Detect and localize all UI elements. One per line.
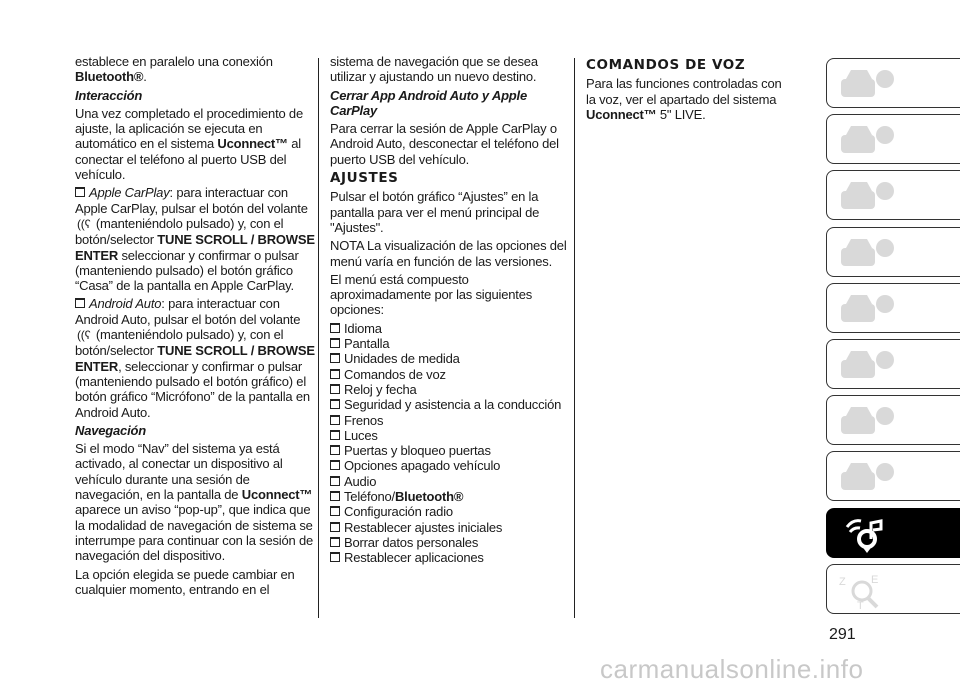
text: Teléfono/	[344, 489, 395, 505]
list-item	[330, 504, 570, 519]
text: Restablecer aplicaciones	[344, 550, 484, 566]
bold-text: Bluetooth®	[75, 69, 144, 85]
list-item	[330, 413, 570, 428]
list-item	[330, 321, 570, 336]
key-steering-icon	[837, 290, 907, 330]
text: , seleccionar y confirmar o pulsar (manteniendo pulsado el botón gráfico) el botón gráfico “Micrófono” de la pantalla en Android Auto.	[75, 358, 310, 420]
lights-messages-icon	[837, 177, 907, 217]
text: aparece un aviso “pop-up”, que indica que la modalidad de navegación de sistema se interrumpe para continuar con la sesión de navegación del dispositivo.	[75, 502, 314, 564]
settings-list-icon	[837, 458, 907, 498]
bold-text: Uconnect™	[217, 136, 288, 152]
bullet-icon	[330, 506, 340, 516]
text: Configuración radio	[344, 504, 453, 520]
svg-text:Z: Z	[839, 575, 846, 588]
column-3	[586, 54, 786, 125]
bullet-icon	[330, 323, 340, 333]
note-text: NOTA La visualización de las opciones del menú varía en función de las versiones.	[330, 238, 567, 269]
tab-airbag[interactable]	[826, 227, 960, 277]
bullet-icon	[330, 338, 340, 348]
bullet-icon	[330, 399, 340, 409]
tab-key-steering[interactable]	[826, 283, 960, 333]
bullet-android	[75, 296, 315, 419]
column-1: establece en paralelo una conexión Bluetooth®. Interacción Una vez completado el procedimiento de ajuste, la aplicación se ejecuta en automático en el sistema Uconnect™ al conectar el teléfono al puerto USB del vehículo. Apple CarPlay: para interactuar con Apple CarPlay, pulsar el botón del volante ((ʕ (manteniéndolo pulsado) y, con el botón/selector TUNE SCROLL / BROWSE ENTER seleccionar y confirmar o pulsar (manteniendo pulsado) el botón gráfico “Casa” de la pantalla en Apple CarPlay. Android Auto: para interactuar con Android Auto, pulsar el botón del volante ((ʕ (manteniéndolo pulsado) y, con el botón/selector TUNE SCROLL / BROWSE ENTER, seleccionar y confirmar o pulsar (manteniendo pulsado el botón gráfico) el botón gráfico “Micrófono” de la pantalla en Android Auto. Navegación Si el modo “Nav” del sistema ya está activado, al conectar un dispositivo al vehículo durante una sesión de navegación, en la pantalla de Uconnect™ aparece un aviso “pop-up”, que indica que la modalidad de navegación de sistema se interrumpe para continuar con la sesión de navegación del dispositivo. La opción elegida se puede cambiar en cualquier momento, entrando en el	[75, 54, 315, 597]
car-service-icon	[837, 402, 907, 442]
column-divider	[574, 58, 575, 618]
text: Para las funciones controladas con la voz, ver el apartado del sistema	[586, 76, 782, 107]
list-item	[330, 382, 570, 397]
bullet-icon	[330, 476, 340, 486]
text: : para interactuar con Android Auto, pulsar el botón del volante	[75, 296, 301, 327]
text: Puertas y bloqueo puertas	[344, 443, 491, 459]
list-item	[330, 443, 570, 458]
text: establece en paralelo una conexión	[75, 54, 273, 69]
text: Seguridad y asistencia a la conducción	[344, 397, 562, 413]
text: Una vez completado el procedimiento de ajuste, la aplicación se ejecuta en automático en el sistema	[75, 105, 303, 152]
list-item	[330, 351, 570, 366]
car-search-icon	[837, 65, 907, 105]
list-item	[330, 336, 570, 351]
tab-car-warning[interactable]	[826, 339, 960, 389]
text: Unidades de medida	[344, 351, 460, 367]
menu-options-list	[330, 321, 570, 566]
voice-command-icon: ((ʕ	[77, 216, 91, 231]
text: Pulsar el botón gráfico “Ajustes” en la pantalla para ver el menú principal de "Ajustes".	[330, 189, 540, 235]
text: 5" LIVE.	[656, 106, 706, 122]
list-item	[330, 428, 570, 443]
heading-comandos-de-voz: COMANDOS DE VOZ	[586, 57, 746, 73]
text: Para cerrar la sesión de Apple CarPlay o Android Auto, desconectar el teléfono del puerto USB del vehículo.	[330, 121, 559, 167]
watermark: carmanualsonline.info	[600, 654, 864, 683]
heading-cerrar-app: Cerrar App Android Auto y Apple CarPlay	[330, 87, 527, 118]
list-item	[330, 458, 570, 473]
bold-text: TUNE SCROLL / BROWSE ENTER	[75, 232, 315, 263]
list-item	[330, 535, 570, 550]
text: Restablecer ajustes iniciales	[344, 519, 503, 535]
heading-navegacion: Navegación	[75, 422, 146, 438]
bullet-icon	[75, 298, 85, 308]
bullet-carplay	[75, 185, 315, 293]
column-divider	[318, 58, 319, 618]
bullet-icon	[75, 187, 85, 197]
bold-text: Uconnect™	[241, 487, 313, 503]
heading-interaccion: Interacción	[75, 87, 143, 103]
text: Idioma	[344, 320, 382, 336]
text: al conectar el teléfono al puerto USB del vehículo.	[75, 136, 301, 183]
text: Android Auto	[89, 296, 162, 312]
bold-text: Bluetooth®	[394, 489, 464, 505]
bullet-icon	[330, 384, 340, 394]
text: La opción elegida se puede cambiar en cualquier momento, entrando en el	[75, 566, 295, 597]
svg-text:T: T	[857, 599, 864, 611]
list-item	[330, 489, 570, 504]
text: Comandos de voz	[344, 366, 446, 382]
tab-multimedia[interactable]	[826, 508, 960, 558]
text: Apple CarPlay	[89, 185, 170, 201]
text: Pantalla	[344, 336, 390, 352]
column-2	[330, 54, 570, 566]
car-info-icon	[837, 121, 907, 161]
text: sistema de navegación que se desea utilizar y ajustando un nuevo destino.	[330, 54, 538, 85]
text: Luces	[344, 427, 378, 443]
text: El menú está compuesto aproximadamente por las siguientes opciones:	[330, 271, 533, 318]
text: seleccionar y confirmar o pulsar (manteniendo pulsado) el botón gráfico “Casa” de la pantalla en Apple CarPlay.	[75, 247, 299, 294]
bold-text: TUNE SCROLL / BROWSE ENTER	[75, 343, 315, 374]
bullet-icon	[330, 430, 340, 440]
index-icon	[837, 571, 907, 611]
tab-car-info[interactable]	[826, 114, 960, 164]
bullet-icon	[330, 522, 340, 532]
bullet-icon	[330, 552, 340, 562]
tab-lights-messages[interactable]	[826, 170, 960, 220]
tab-car-service[interactable]	[826, 395, 960, 445]
text: (manteniéndolo pulsado) y, con el botón/selector	[75, 215, 284, 248]
list-item	[330, 474, 570, 489]
text: Borrar datos personales	[344, 534, 479, 550]
tab-settings-list[interactable]	[826, 451, 960, 501]
car-warning-icon	[837, 346, 907, 386]
heading-ajustes: AJUSTES	[330, 170, 399, 187]
bullet-icon	[330, 445, 340, 455]
bullet-icon	[330, 415, 340, 425]
svg-text:E: E	[871, 573, 879, 586]
voice-command-icon: ((ʕ	[77, 328, 91, 343]
list-item	[330, 397, 570, 412]
text: Frenos	[344, 412, 384, 428]
list-item	[330, 367, 570, 382]
text: Audio	[344, 473, 377, 489]
page-number: 291	[829, 626, 856, 643]
list-item	[330, 520, 570, 535]
bullet-icon	[330, 460, 340, 470]
bullet-icon	[330, 491, 340, 501]
airbag-icon	[837, 234, 907, 274]
text: Opciones apagado vehículo	[344, 458, 501, 474]
text: Si el modo “Nav” del sistema ya está activado, al conectar un dispositivo al vehículo durante una sesión de navegación, en la pantalla de	[75, 441, 283, 503]
list-item	[330, 550, 570, 565]
text: : para interactuar con Apple CarPlay, pulsar el botón del volante	[75, 185, 308, 216]
bullet-icon	[330, 537, 340, 547]
text: (manteniéndolo pulsado) y, con el botón/selector	[75, 327, 284, 359]
tab-car-search[interactable]	[826, 58, 960, 108]
tab-index[interactable]	[826, 564, 960, 614]
bullet-icon	[330, 369, 340, 379]
bullet-icon	[330, 353, 340, 363]
bold-text: Uconnect™	[586, 106, 657, 122]
multimedia-icon	[837, 515, 907, 555]
text: Reloj y fecha	[344, 381, 417, 397]
